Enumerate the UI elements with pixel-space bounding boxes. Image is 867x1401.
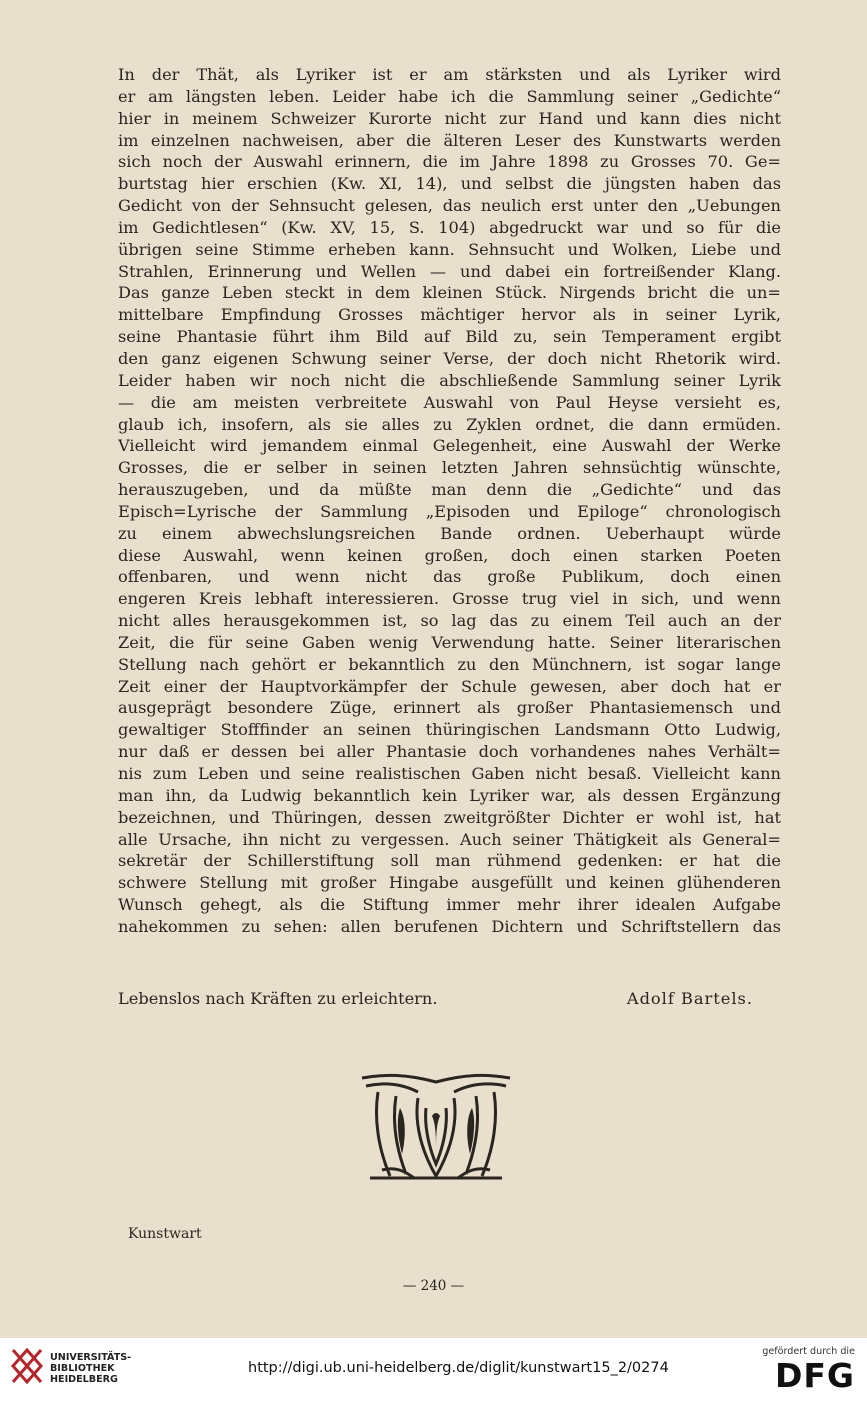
closing-row <box>118 989 781 1011</box>
article-text <box>118 64 781 938</box>
text-line: glaub ich, insofern, als sie alles zu Zyklen ordnet, die dann ermüden. <box>118 414 781 434</box>
library-logo-icon[interactable] <box>10 1346 44 1386</box>
text-line: schwere Stellung mit großer Hingabe ausgefüllt und keinen glühenderen <box>118 873 781 893</box>
permalink[interactable]: http://digi.ub.uni-heidelberg.de/diglit/kunstwart15_2/0274 <box>248 1360 669 1376</box>
author-signature: Adolf Bartels. <box>626 989 753 1008</box>
running-foot: Kunstwart <box>128 1226 202 1242</box>
text-line: Gedicht von der Sehnsucht gelesen, das neulich erst unter den „Uebungen <box>118 196 781 216</box>
ornament-icon <box>356 1068 516 1186</box>
text-line: im Gedichtlesen“ (Kw. XV, 15, S. 104) abgedruckt war und so für die <box>118 217 781 237</box>
text-line: Grosses, die er selber in seinen letzten Jahren sehnsüchtig wünschte, <box>118 458 781 478</box>
text-line: In der Thät, als Lyriker ist er am stärksten und als Lyriker wird <box>118 65 781 84</box>
text-line: — die am meisten verbreitete Auswahl von Paul Heyse versieht es, <box>118 392 781 412</box>
text-line: engeren Kreis lebhaft interessieren. Grosse trug viel in sich, und wenn <box>118 589 781 609</box>
text-line: ausgeprägt besondere Züge, erinnert als großer Phantasiemensch und <box>118 698 781 718</box>
text-line: den ganz eigenen Schwung seiner Verse, der doch nicht Rhetorik wird. <box>118 348 781 368</box>
text-line: nicht alles herausgekommen ist, so lag das zu einem Teil auch an der <box>118 611 781 631</box>
library-name[interactable] <box>50 1352 131 1385</box>
text-line: seine Phantasie führt ihm Bild auf Bild zu, sein Temperament ergibt <box>118 327 781 347</box>
text-line: Zeit, die für seine Gaben wenig Verwendung hatte. Seiner literarischen <box>118 632 781 652</box>
page-number: — 240 — <box>402 1278 465 1294</box>
library-name-line: HEIDELBERG <box>50 1374 118 1385</box>
text-line: gewaltiger Stofffinder an seinen thüringischen Landsmann Otto Ludwig, <box>118 720 781 740</box>
text-line: nahekommen zu sehen: allen berufenen Dichtern und Schriftstellern das <box>118 916 781 936</box>
text-line: Zeit einer der Hauptvorkämpfer der Schule gewesen, aber doch hat er <box>118 676 781 696</box>
text-line: offenbaren, und wenn nicht das große Publikum, doch einen <box>118 567 781 587</box>
funding-note: gefördert durch die <box>762 1346 855 1357</box>
text-line: hier in meinem Schweizer Kurorte nicht zur Hand und kann dies nicht <box>118 108 781 128</box>
text-line: Leider haben wir noch nicht die abschließende Sammlung seiner Lyrik <box>118 370 781 390</box>
library-name-line: UNIVERSITÄTS- <box>50 1352 132 1363</box>
dfg-logo[interactable]: DFG <box>774 1356 855 1395</box>
text-line: Vielleicht wird jemandem einmal Gelegenheit, eine Auswahl der Werke <box>118 436 781 456</box>
text-line: herauszugeben, und da müßte man denn die „Gedichte“ und das <box>118 480 781 500</box>
text-line: man ihn, da Ludwig bekanntlich kein Lyriker war, als dessen Ergänzung <box>118 785 781 805</box>
text-line: Stellung nach gehört er bekanntlich zu den Münchnern, ist sogar lange <box>118 654 781 674</box>
text-line: im einzelnen nachweisen, aber die älteren Leser des Kunstwarts werden <box>118 130 781 150</box>
text-line: burtstag hier erschien (Kw. XI, 14), und selbst die jüngsten haben das <box>118 174 781 194</box>
text-line: er am längsten leben. Leider habe ich die Sammlung seiner „Gedichte“ <box>118 86 781 106</box>
library-name-line: BIBLIOTHEK <box>50 1363 115 1374</box>
text-line: mittelbare Empfindung Grosses mächtiger hervor als in seiner Lyrik, <box>118 305 781 325</box>
text-line: sich noch der Auswahl erinnern, die im Jahre 1898 zu Grosses 70. Ge= <box>118 152 781 172</box>
text-line: zu einem abwechslungsreichen Bande ordnen. Ueberhaupt würde <box>118 523 781 543</box>
text-line: alle Ursache, ihn nicht zu vergessen. Auch seiner Thätigkeit als General= <box>118 829 781 849</box>
text-line: sekretär der Schillerstiftung soll man rühmend gedenken: er hat die <box>118 851 781 871</box>
text-line: nis zum Leben und seine realistischen Gaben nicht besaß. Vielleicht kann <box>118 764 781 783</box>
text-line: bezeichnen, und Thüringen, dessen zweitgrößter Dichter er wohl ist, hat <box>118 807 781 827</box>
text-line: Episch=Lyrische der Sammlung „Episoden und Epiloge“ chronologisch <box>118 501 781 521</box>
text-line: Wunsch gehegt, als die Stiftung immer mehr ihrer idealen Aufgabe <box>118 895 781 915</box>
text-line: übrigen seine Stimme erheben kann. Sehnsucht und Wolken, Liebe und <box>118 239 781 259</box>
text-line: diese Auswahl, wenn keinen großen, doch einen starken Poeten <box>118 545 781 565</box>
text-line: Das ganze Leben steckt in dem kleinen Stück. Nirgends bricht die un= <box>118 283 781 303</box>
closing-line: Lebenslos nach Kräften zu erleichtern. <box>118 989 438 1008</box>
text-line: Strahlen, Erinnerung und Wellen — und dabei ein fortreißender Klang. <box>118 261 781 281</box>
text-line: nur daß er dessen bei aller Phantasie doch vorhandenes nahes Verhält= <box>118 742 781 762</box>
